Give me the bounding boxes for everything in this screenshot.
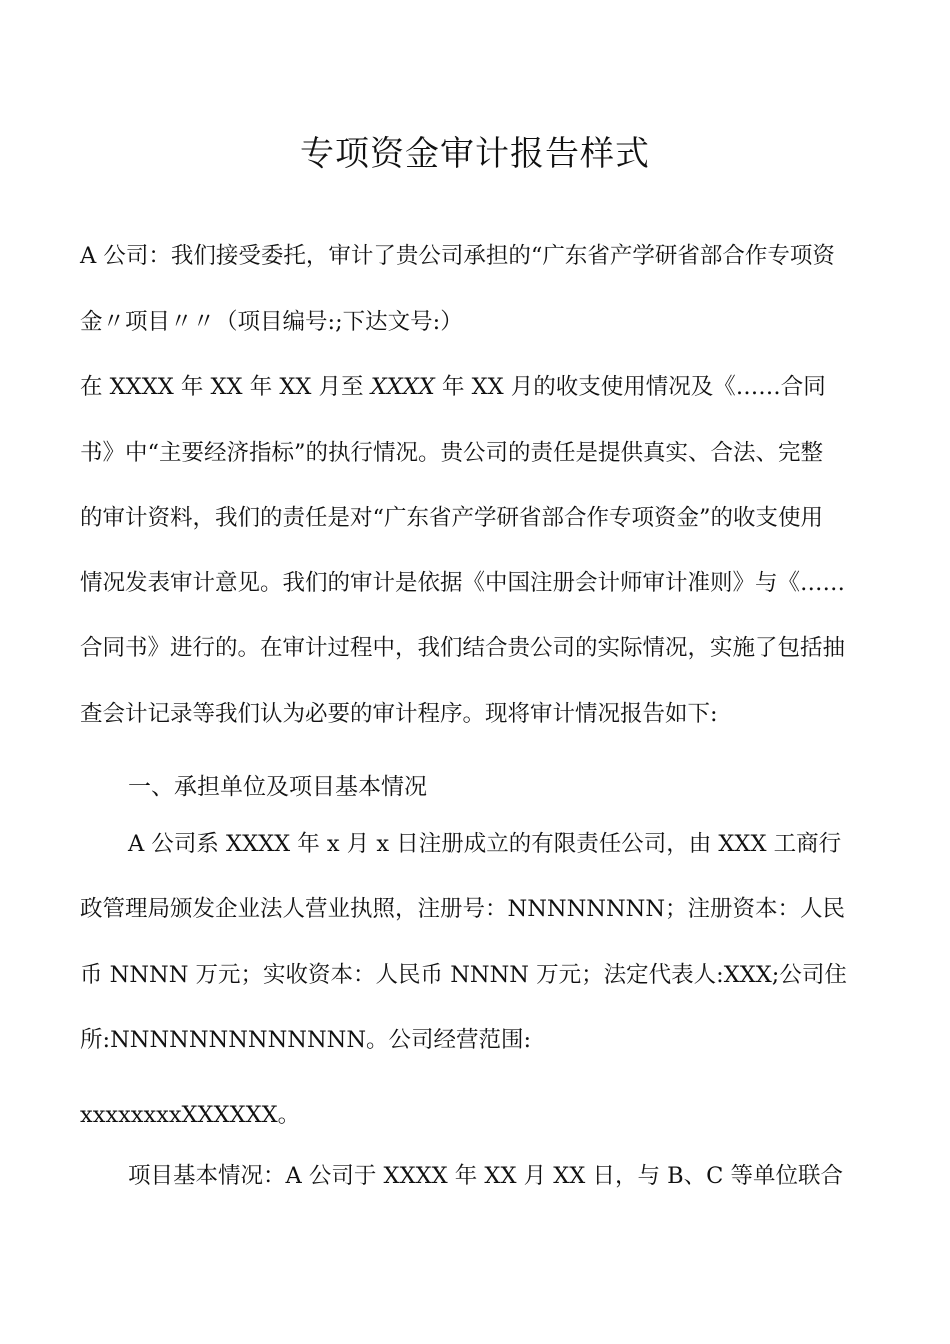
paragraph-line: 政管理局颁发企业法人营业执照，注册号：NNNNNNNN；注册资本：人民 [80, 896, 846, 922]
paragraph-line: 币 NNNN 万元；实收资本：人民币 NNNN 万元；法定代表人:XXX;公司住 [80, 962, 847, 988]
paragraph-line-part: 在 XXXX 年 XX 年 XX 月至 [80, 374, 371, 400]
paragraph-line: xxxxxxxxXXXXXX。 [80, 1102, 301, 1128]
paragraph-line: A 公司系 XXXX 年 x 月 x 日注册成立的有限责任公司，由 XXX 工商行 [128, 831, 842, 857]
paragraph-line: 查会计记录等我们认为必要的审计程序。现将审计情况报告如下: [80, 701, 718, 727]
paragraph-line: 所:NNNNNNNNNNNNN。公司经营范围: [80, 1027, 532, 1053]
paragraph-line-part: 年 XX 月的收支使用情况及《……合同 [434, 374, 826, 400]
document-title: 专项资金审计报告样式 [300, 134, 650, 174]
paragraph-line: 金〃项目〃〃（项目编号:;下达文号:） [80, 309, 463, 335]
paragraph-line: 项目基本情况：A 公司于 XXXX 年 XX 月 XX 日，与 B、C 等单位联合 [128, 1163, 844, 1189]
paragraph-line: 书》中“主要经济指标”的执行情况。贵公司的责任是提供真实、合法、完整 [80, 440, 824, 466]
section-heading: 一、承担单位及项目基本情况 [128, 774, 427, 800]
paragraph-line-italic-part: XXXX [370, 374, 435, 400]
paragraph-line: 情况发表审计意见。我们的审计是依据《中国注册会计师审计准则》与《…… [80, 570, 846, 596]
paragraph-line [80, 372, 826, 402]
paragraph-line: A 公司：我们接受委托，审计了贵公司承担的“广东省产学研省部合作专项资 [80, 243, 835, 269]
paragraph-line: 的审计资料，我们的责任是对“广东省产学研省部合作专项资金”的收支使用 [80, 505, 824, 531]
paragraph-line: 合同书》进行的。在审计过程中，我们结合贵公司的实际情况，实施了包括抽 [80, 635, 846, 661]
